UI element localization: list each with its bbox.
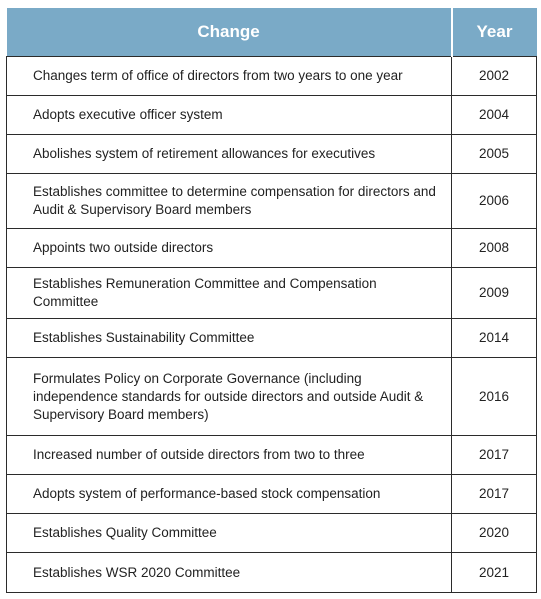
year-cell: 2020: [452, 514, 537, 553]
year-cell: 2021: [452, 553, 537, 593]
change-cell: Abolishes system of retirement allowances for executives: [7, 135, 452, 174]
year-cell: 2008: [452, 229, 537, 268]
table-row: [7, 268, 537, 319]
governance-changes-table-container: [6, 8, 537, 593]
change-cell: Appoints two outside directors: [7, 229, 452, 268]
table-row: [7, 553, 537, 593]
table-row: [7, 96, 537, 135]
table-row: [7, 319, 537, 358]
table-row: [7, 57, 537, 96]
year-cell: 2014: [452, 319, 537, 358]
change-cell: Adopts system of performance-based stock compensation: [7, 475, 452, 514]
change-cell: Establishes Sustainability Committee: [7, 319, 452, 358]
table-row: [7, 358, 537, 436]
change-cell: Changes term of office of directors from two years to one year: [7, 57, 452, 96]
header-year: Year: [452, 8, 537, 57]
change-cell: Formulates Policy on Corporate Governance (including independence standards for outside directors and outside Audit & Supervisory Board members): [7, 358, 452, 436]
table-row: [7, 475, 537, 514]
year-cell: 2002: [452, 57, 537, 96]
change-cell: Establishes Remuneration Committee and Compensation Committee: [7, 268, 452, 319]
change-cell: Establishes Quality Committee: [7, 514, 452, 553]
table-row: [7, 514, 537, 553]
change-cell: Increased number of outside directors from two to three: [7, 436, 452, 475]
year-cell: 2006: [452, 174, 537, 229]
year-cell: 2017: [452, 436, 537, 475]
table-row: [7, 436, 537, 475]
table-row: [7, 174, 537, 229]
year-cell: 2004: [452, 96, 537, 135]
year-cell: 2005: [452, 135, 537, 174]
change-cell: Adopts executive officer system: [7, 96, 452, 135]
table-header-row: [7, 8, 537, 57]
year-cell: 2016: [452, 358, 537, 436]
year-cell: 2017: [452, 475, 537, 514]
year-cell: 2009: [452, 268, 537, 319]
change-cell: Establishes committee to determine compensation for directors and Audit & Supervisory Board members: [7, 174, 452, 229]
table-row: [7, 229, 537, 268]
governance-changes-table: [6, 8, 537, 593]
change-cell: Establishes WSR 2020 Committee: [7, 553, 452, 593]
table-row: [7, 135, 537, 174]
header-change: Change: [7, 8, 452, 57]
